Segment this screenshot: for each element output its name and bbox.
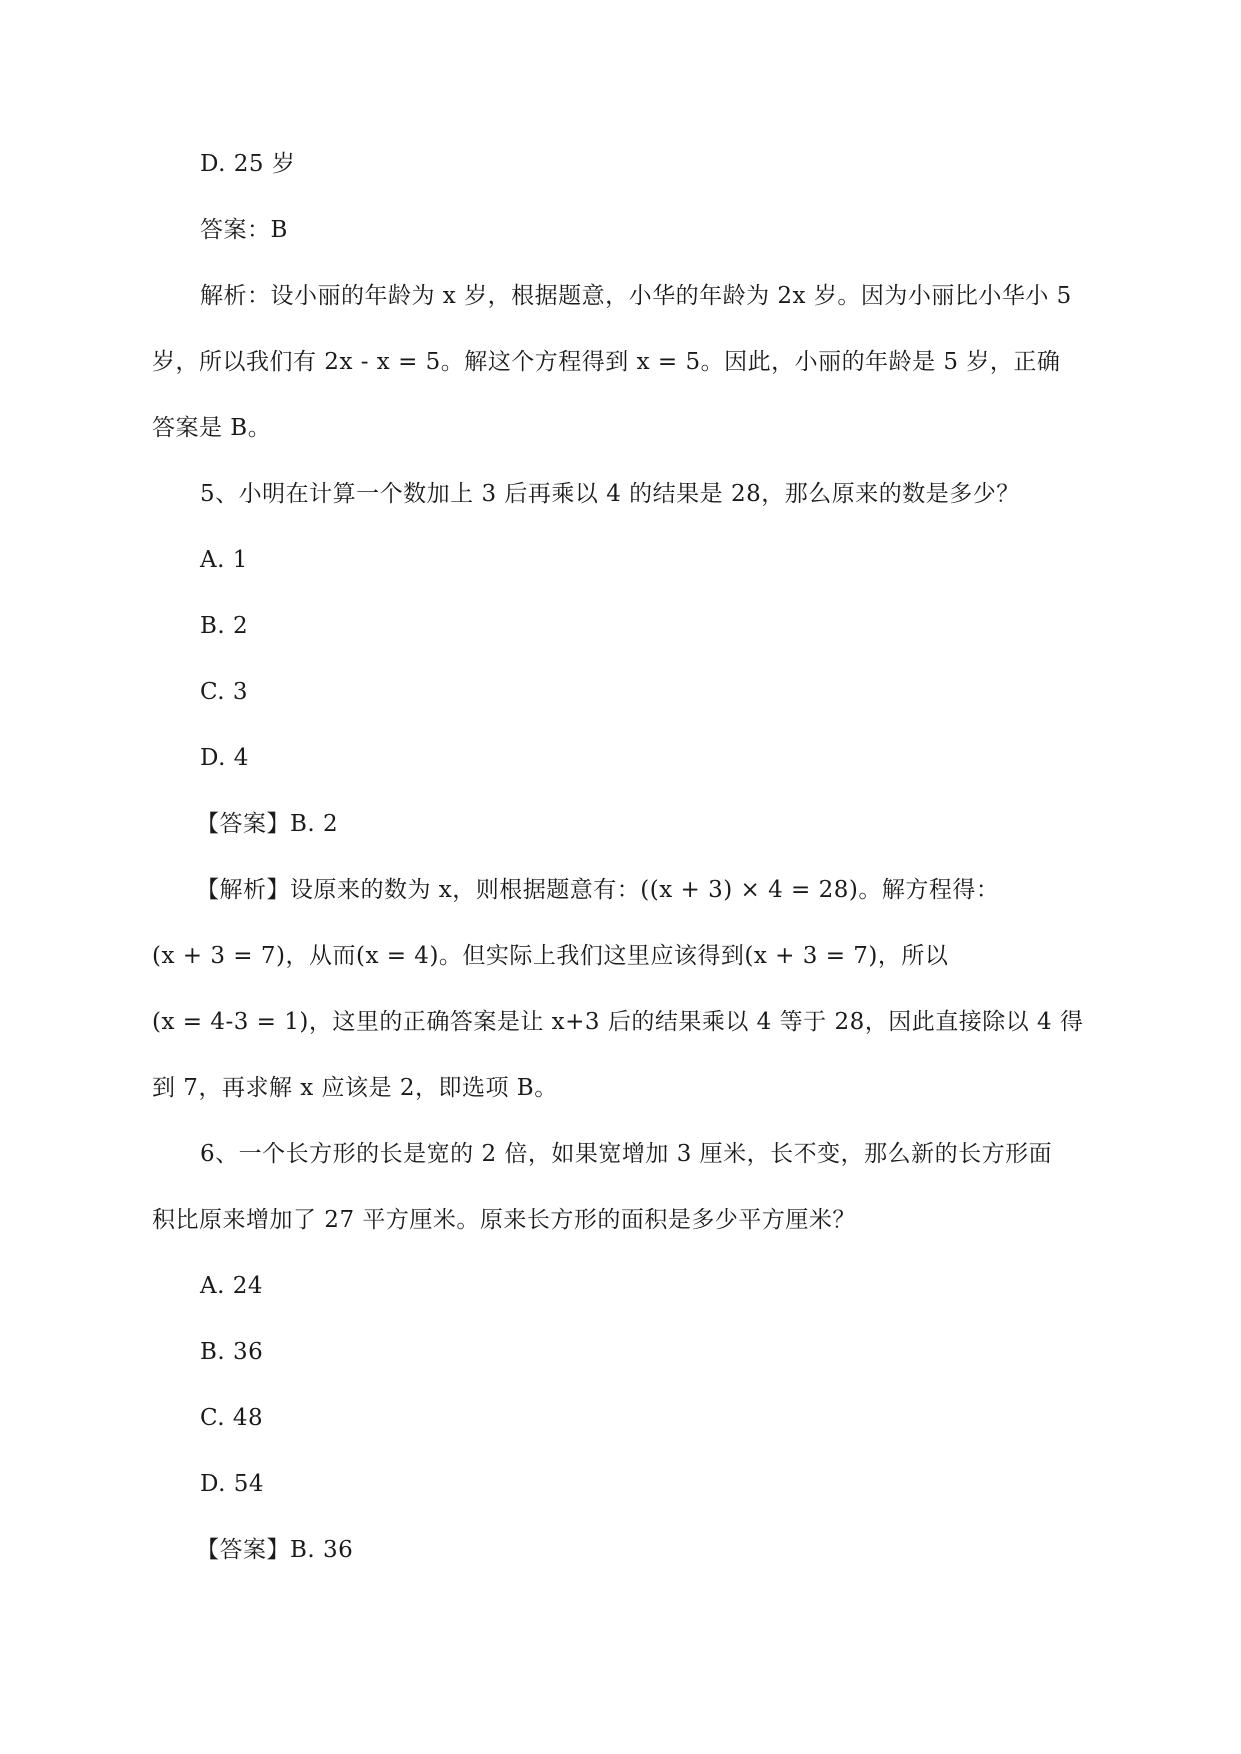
q4-option-d: D. 25 岁	[200, 151, 296, 177]
q6-option-b: B. 36	[200, 1339, 264, 1365]
q5-stem: 5、小明在计算一个数加上 3 后再乘以 4 的结果是 28，那么原来的数是多少？	[200, 481, 1020, 507]
q6-answer: 【答案】B. 36	[196, 1537, 354, 1563]
q5-option-b: B. 2	[200, 613, 249, 639]
q5-option-d: D. 4	[200, 745, 249, 771]
q6-stem-line2: 积比原来增加了 27 平方厘米。原来长方形的面积是多少平方厘米？	[152, 1207, 856, 1233]
q5-option-a: A. 1	[200, 547, 248, 573]
q4-analysis-line3: 答案是 B。	[152, 415, 272, 441]
q5-analysis-line1: 【解析】设原来的数为 x，则根据题意有：((x + 3) × 4 = 28)。解方程得：	[196, 877, 1000, 903]
q5-answer: 【答案】B. 2	[196, 811, 339, 837]
q6-option-a: A. 24	[200, 1273, 263, 1299]
q5-analysis-line4: 到 7，再求解 x 应该是 2，即选项 B。	[152, 1075, 558, 1101]
q4-answer: 答案：B	[200, 217, 288, 243]
q4-analysis-line1: 解析：设小丽的年龄为 x 岁，根据题意，小华的年龄为 2x 岁。因为小丽比小华小 5	[200, 283, 1072, 309]
q6-stem-line1: 6、一个长方形的长是宽的 2 倍，如果宽增加 3 厘米，长不变，那么新的长方形面	[200, 1141, 1053, 1167]
q5-analysis-line2: (x + 3 = 7)，从而(x = 4)。但实际上我们这里应该得到(x + 3 = 7)，所以	[152, 943, 949, 969]
q6-option-c: C. 48	[200, 1405, 264, 1431]
q6-option-d: D. 54	[200, 1471, 265, 1497]
q5-analysis-line3: (x = 4-3 = 1)，这里的正确答案是让 x+3 后的结果乘以 4 等于 28，因此直接除以 4 得	[152, 1009, 1084, 1035]
q4-analysis-line2: 岁，所以我们有 2x - x = 5。解这个方程得到 x = 5。因此，小丽的年龄是 5 岁，正确	[152, 349, 1061, 375]
q5-option-c: C. 3	[200, 679, 249, 705]
